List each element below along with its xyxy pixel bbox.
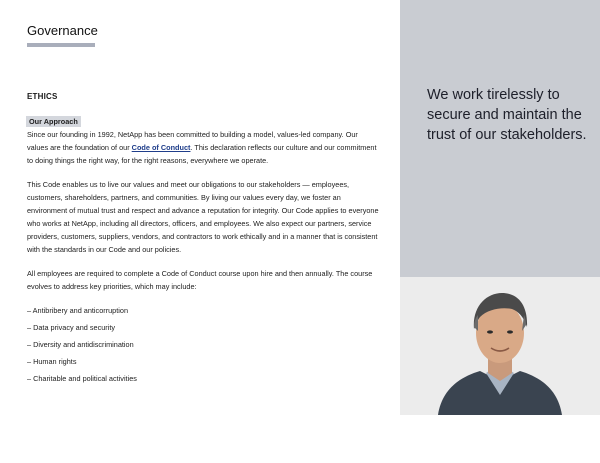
section-title: Governance bbox=[27, 23, 98, 38]
list-item: – Human rights bbox=[27, 357, 77, 366]
list-item: – Charitable and political activities bbox=[27, 374, 137, 383]
list-item: – Antibribery and anticorruption bbox=[27, 306, 129, 315]
body-content bbox=[27, 115, 379, 389]
paragraph-1-end: . This declaration reflects our culture and our commitment to doing things the right way, for the right reasons, everywhere we operate. bbox=[27, 143, 377, 165]
course-topics-list bbox=[27, 304, 379, 385]
portrait-image bbox=[400, 277, 600, 415]
paragraph-1-start: Since our founding in 1992, NetApp has been committed to building a model, values-led company. Our values are the foundation of our bbox=[27, 130, 358, 152]
title-underline bbox=[27, 43, 95, 47]
paragraph-3: All employees are required to complete a Code of Conduct course upon hire and then annually. The course evolves to address key priorities, which may include: bbox=[27, 269, 373, 291]
paragraph-1 bbox=[27, 128, 379, 167]
quote-panel bbox=[400, 0, 600, 277]
portrait-photo bbox=[400, 277, 600, 415]
bottom-margin bbox=[400, 415, 600, 463]
subsection-heading: ETHICS bbox=[27, 92, 58, 101]
list-item: – Data privacy and security bbox=[27, 323, 116, 332]
list-item: – Diversity and antidiscrimination bbox=[27, 340, 134, 349]
code-of-conduct-link[interactable]: Code of Conduct bbox=[131, 143, 191, 152]
our-approach-heading: Our Approach bbox=[26, 116, 81, 127]
paragraph-2: This Code enables us to live our values and meet our obligations to our stakeholders — employees, customers, shareholders, partners, and communities. By living our values every day, we foster an environment of mutual trust and respect and advance a reputation for integrity. Our Code applies to everyone who works at NetApp, including all directors, officers, and employees. We also expect our partners, service providers, customers, suppliers, vendors, and contractors to work ethically and in a manner that is consistent with the standards in our Code and our policies. bbox=[27, 180, 379, 254]
pull-quote: We work tirelessly to secure and maintain the trust of our stakeholders. bbox=[427, 87, 587, 143]
